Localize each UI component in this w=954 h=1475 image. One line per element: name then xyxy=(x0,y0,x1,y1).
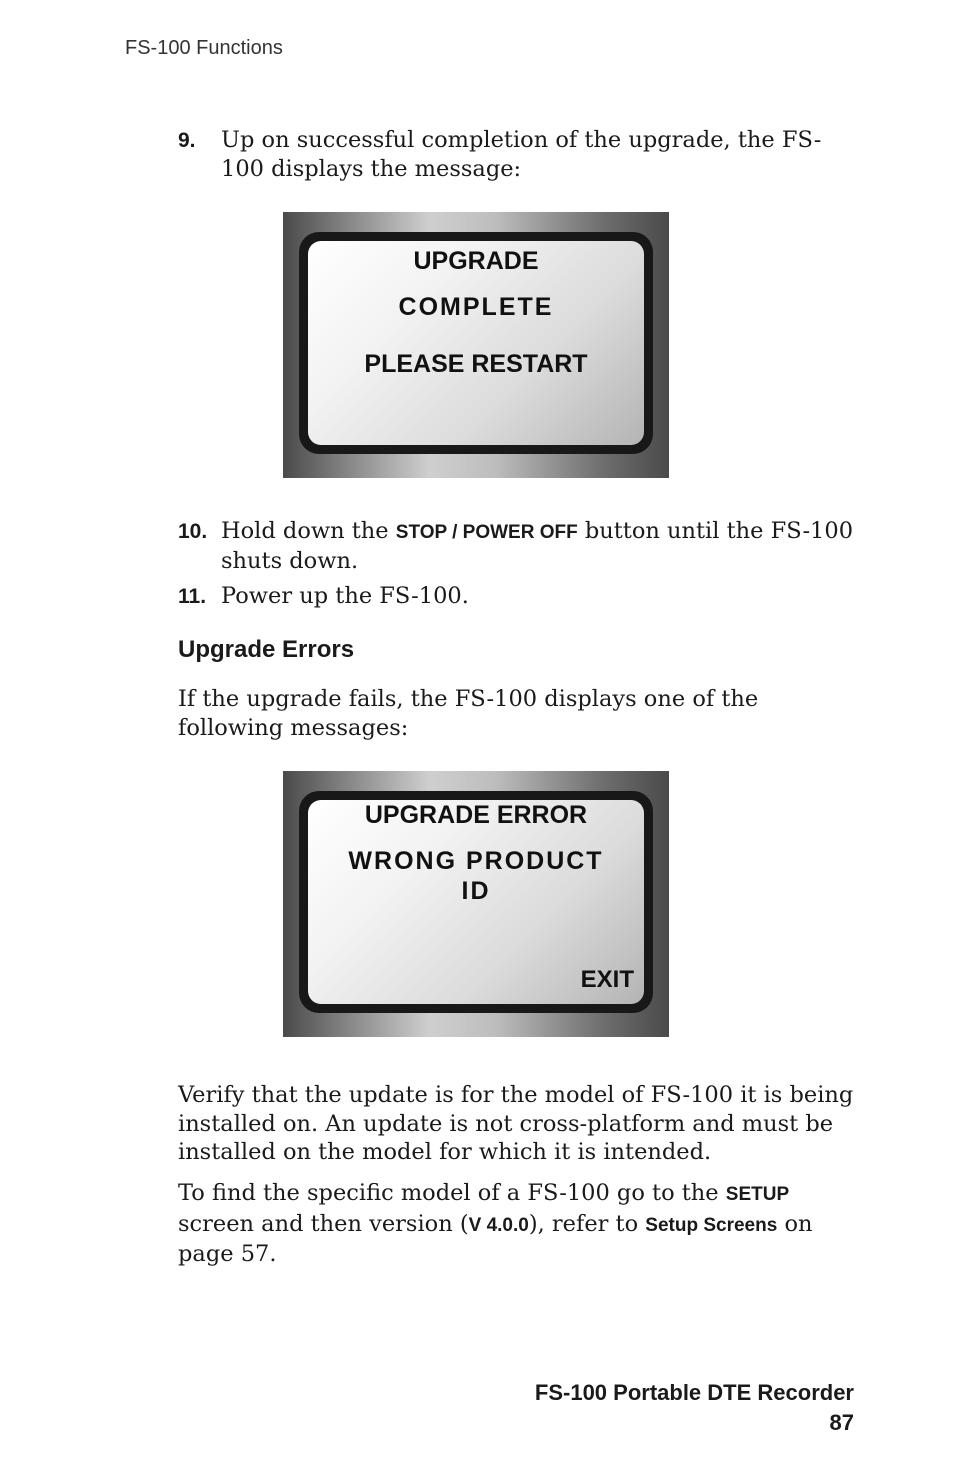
step-11 xyxy=(178,582,858,611)
step-number: 11. xyxy=(178,585,207,608)
step-text-pre: Hold down the xyxy=(221,518,396,544)
stop-power-off-button-name: STOP / POWER OFF xyxy=(395,522,578,543)
step-text: Power up the FS-100. xyxy=(221,583,469,609)
verify-paragraph: Verify that the update is for the model of FS-100 it is being installed on. An update is not cross-platform and must be installed on the model for which it is intended. xyxy=(178,1082,854,1165)
lcd-display xyxy=(308,241,644,445)
step-text: Up on successful completion of the upgrade, the FS-100 displays the message: xyxy=(221,127,822,182)
find-text-post: on page 57. xyxy=(178,1210,813,1267)
footer-title: FS-100 Portable DTE Recorder xyxy=(534,1380,854,1405)
find-text-mid2: ), refer to xyxy=(528,1210,646,1237)
find-model-paragraph xyxy=(178,1179,858,1269)
step-10 xyxy=(178,517,858,576)
version-label: V 4.0.0 xyxy=(468,1214,529,1236)
device-screen-upgrade-error xyxy=(283,771,669,1037)
step-9 xyxy=(178,126,858,184)
step-text-post: button until the FS-100 shuts down. xyxy=(221,518,854,574)
screen-bezel xyxy=(299,791,653,1013)
lcd-line-upgrade-error: UPGRADE ERROR xyxy=(364,801,588,829)
screen-bezel xyxy=(299,232,653,454)
step-number: 10. xyxy=(178,520,208,543)
lcd-line-id: ID xyxy=(461,877,491,905)
lcd-line-complete: COMPLETE xyxy=(398,293,554,321)
page-number: 87 xyxy=(829,1410,854,1435)
find-text-pre: To find the specific model of a FS-100 go to the xyxy=(178,1180,726,1206)
step-text xyxy=(221,517,858,576)
step-number: 9. xyxy=(178,129,196,152)
lcd-line-please-restart: PLEASE RESTART xyxy=(364,350,588,378)
device-screen-upgrade-complete xyxy=(283,212,669,478)
lcd-line-upgrade: UPGRADE xyxy=(413,247,539,275)
setup-screens-reference: Setup Screens xyxy=(645,1214,778,1236)
exit-label: EXIT xyxy=(580,966,634,993)
running-header: FS-100 Functions xyxy=(125,37,283,59)
find-text-mid1: screen and then version ( xyxy=(178,1210,469,1237)
section-heading: Upgrade Errors xyxy=(178,636,355,663)
lcd-display xyxy=(308,800,644,1004)
intro-paragraph: If the upgrade fails, the FS-100 displays one of the following messages: xyxy=(178,686,759,741)
lcd-line-wrong-product: WRONG PRODUCT xyxy=(348,847,604,875)
setup-screen-name: SETUP xyxy=(725,1184,790,1205)
